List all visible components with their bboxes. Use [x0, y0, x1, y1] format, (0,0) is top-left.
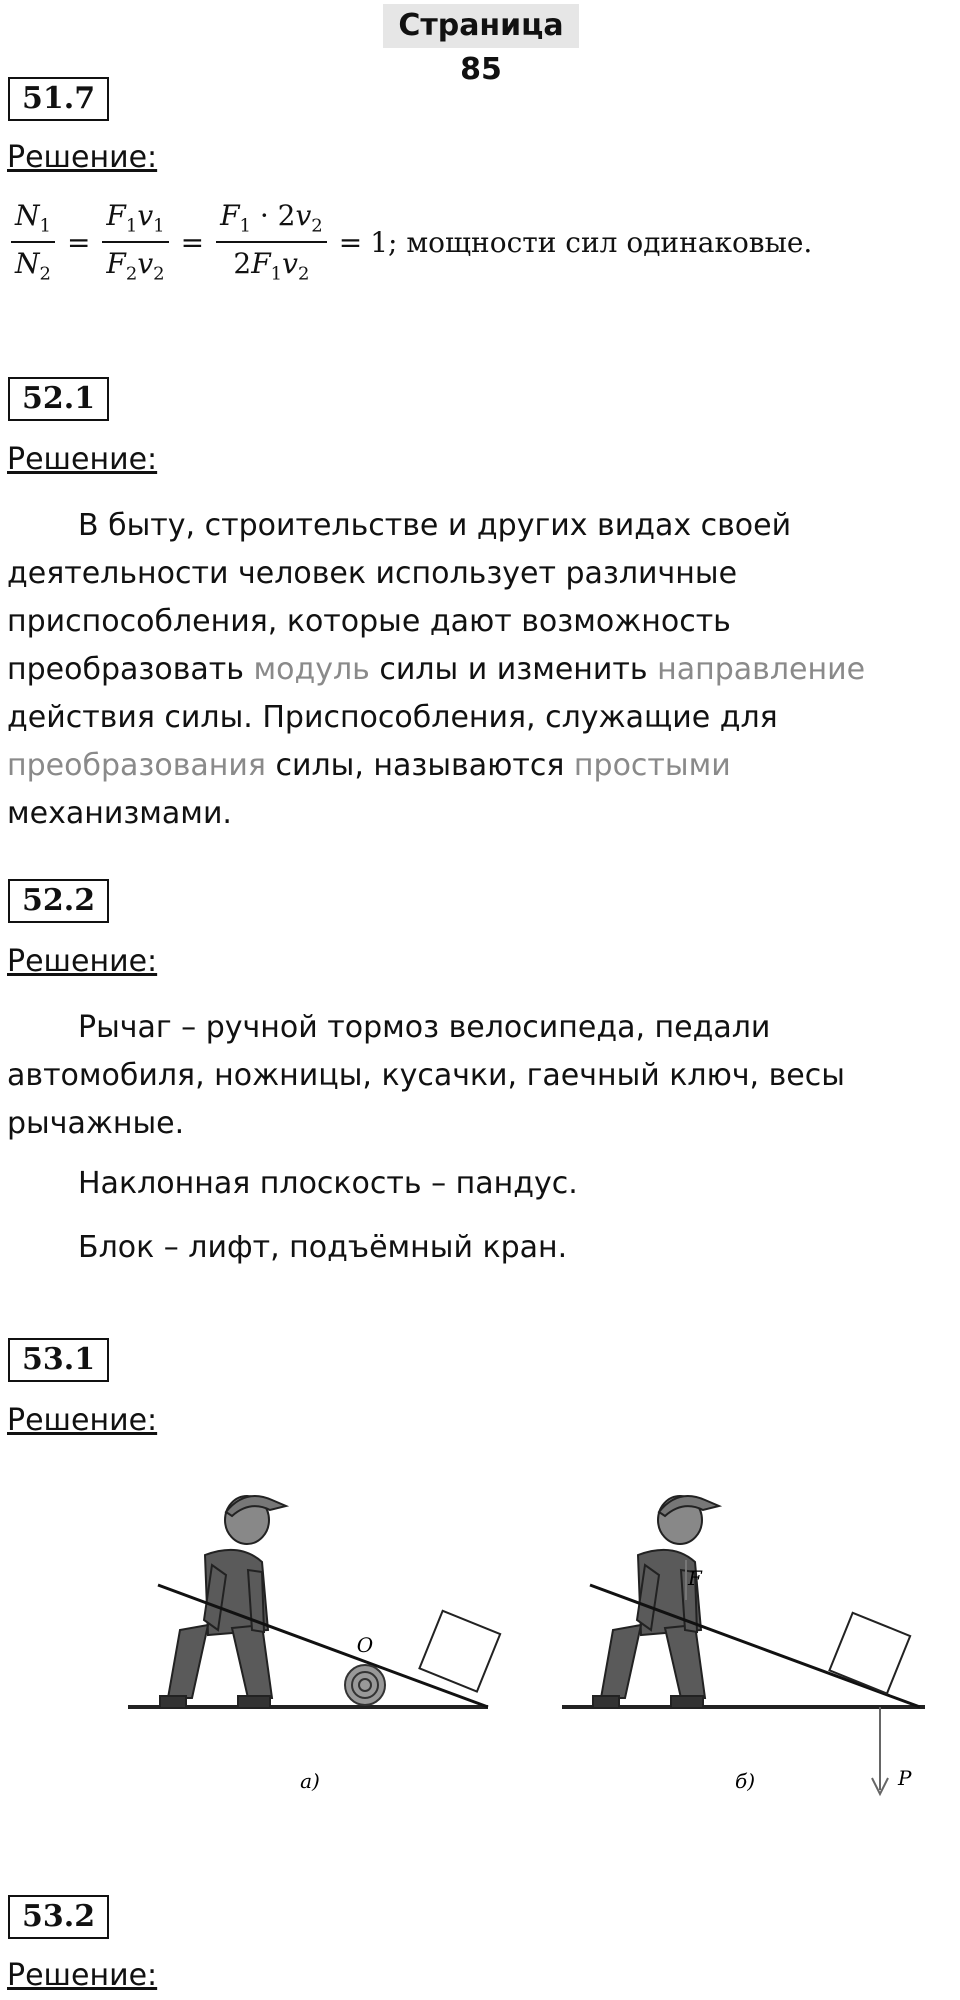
- panel-b: [562, 1496, 925, 1794]
- solution-label: Решение:: [7, 442, 158, 477]
- worker-figure: [160, 1496, 286, 1708]
- answer-word: направление: [657, 652, 866, 687]
- task-number-52-2: 52.2: [8, 879, 109, 923]
- task-52-1-text: В быту, строительстве и других видах своей деятельности человек использует различные приспособления, которые дают возможность преобразовать модуль силы и изменить направление действия силы. Приспособления, служащие для преобразования силы, называются простыми механизмами.: [7, 508, 866, 831]
- panel-a: [128, 1496, 500, 1793]
- solution-label: Решение:: [7, 1403, 158, 1438]
- panel-a-caption: а): [300, 1769, 320, 1793]
- answer-word: простыми: [573, 748, 731, 783]
- task-52-2-incline: Наклонная плоскость – пандус.: [78, 1166, 578, 1201]
- worker-figure: [593, 1496, 719, 1708]
- force-f-label: F: [688, 1566, 702, 1590]
- solution-label: Решение:: [7, 1958, 158, 1993]
- power-ratio-formula: $\frac{N_1}{N_2}$ = $\frac{F_1v_1}{F_2v_2}$ = $\frac{F_1 \cdot 2v_2}{2F_1v_2}$ = 1 ; мощности сил одинаковые.: [7, 197, 812, 287]
- solution-label: Решение:: [7, 944, 158, 979]
- fulcrum-roll: [345, 1665, 385, 1705]
- answer-word: модуль: [253, 652, 370, 687]
- formula-conclusion: ; мощности сил одинаковые.: [388, 225, 813, 259]
- fulcrum-label: O: [356, 1633, 374, 1657]
- solution-label: Решение:: [7, 140, 158, 175]
- formula-result: 1: [370, 225, 389, 259]
- answer-word: преобразования: [7, 748, 266, 783]
- box: [829, 1613, 910, 1694]
- fraction-n: $\frac{N_1}{N_2}$: [11, 199, 55, 284]
- task-number-53-1: 53.1: [8, 1338, 109, 1382]
- lever-illustration: [0, 1460, 960, 1805]
- fraction-substituted: $\frac{F_1 \cdot 2v_2}{2F_1v_2}$: [216, 199, 327, 284]
- task-number-51-7: 51.7: [8, 77, 109, 121]
- task-52-2-lever: Рычаг – ручной тормоз велосипеда, педали автомобиля, ножницы, кусачки, гаечный ключ, весы рычажные.: [7, 1010, 845, 1141]
- page-title: Страница 85: [383, 4, 579, 48]
- box: [419, 1611, 500, 1692]
- panel-b-caption: б): [734, 1769, 756, 1793]
- fraction-fv: $\frac{F_1v_1}{F_2v_2}$: [102, 199, 168, 284]
- task-number-52-1: 52.1: [8, 377, 109, 421]
- task-number-53-2: 53.2: [8, 1895, 109, 1939]
- task-52-2-block: Блок – лифт, подъёмный кран.: [78, 1230, 568, 1265]
- force-p-label: P: [898, 1766, 912, 1790]
